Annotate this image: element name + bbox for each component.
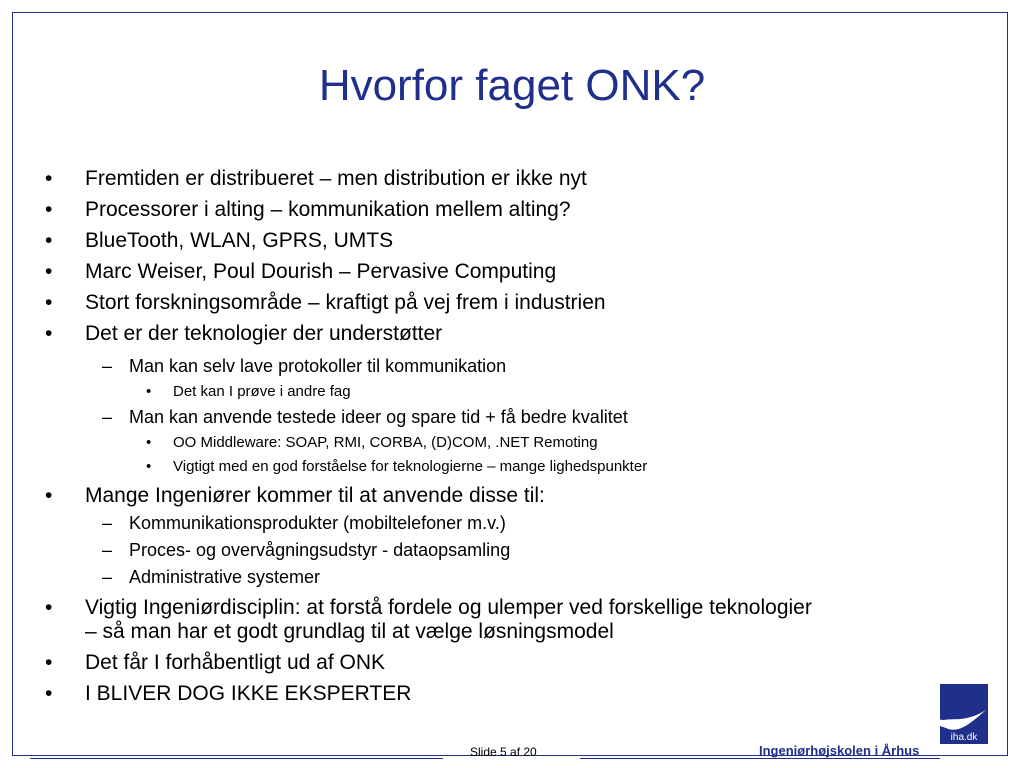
bullet-marker: • [45, 596, 53, 619]
bullet-text: Administrative systemer [129, 567, 321, 587]
bullet-text: Det får I forhåbentligt ud af ONK [85, 651, 385, 674]
footer-rule-right [580, 758, 940, 759]
bullet-marker: • [45, 229, 53, 252]
school-name: Ingeniørhøjskolen i Århus [759, 743, 920, 758]
bullet-text: Vigtigt med en god forståelse for teknologierne – mange lighedspunkter [173, 458, 648, 475]
bullet-text: Vigtig Ingeniørdisciplin: at forstå fordele og ulemper ved forskellige teknologier [85, 596, 812, 619]
bullet-text: Kommunikationsprodukter (mobiltelefoner m.v.) [129, 513, 506, 533]
bullet-text: Mange Ingeniører kommer til at anvende disse til: [85, 484, 545, 507]
dash-marker: – [102, 540, 113, 560]
bullet-continuation: – så man har et godt grundlag til at vælge løsningsmodel [85, 620, 614, 643]
bullet-marker: • [45, 682, 53, 705]
bullet-marker: • [45, 167, 53, 190]
dash-marker: – [102, 356, 113, 376]
bullet-marker: • [45, 198, 53, 221]
bullet-text: OO Middleware: SOAP, RMI, CORBA, (D)COM, .NET Remoting [173, 434, 598, 451]
slide-number: Slide 5 af 20 [470, 745, 537, 759]
dash-marker: – [102, 407, 113, 427]
slide-title: Hvorfor faget ONK? [318, 61, 706, 110]
bullet-text: Marc Weiser, Poul Dourish – Pervasive Computing [85, 260, 557, 283]
bullet-marker: • [45, 260, 53, 283]
bullet-text: BlueTooth, WLAN, GPRS, UMTS [85, 229, 394, 252]
bullet-text: Processorer i alting – kommunikation mellem alting? [85, 198, 571, 221]
bullet-marker: • [45, 484, 53, 507]
bullet-marker: • [146, 458, 152, 475]
bullet-text: Stort forskningsområde – kraftigt på vej frem i industrien [85, 291, 606, 314]
bullet-marker: • [45, 651, 53, 674]
footer-rule-left [30, 758, 443, 759]
bullet-text: I BLIVER DOG IKKE EKSPERTER [85, 682, 412, 705]
bullet-text: Fremtiden er distribueret – men distribution er ikke nyt [85, 167, 587, 190]
bullet-text: Det er der teknologier der understøtter [85, 322, 443, 345]
bullet-text: Det kan I prøve i andre fag [173, 383, 351, 400]
iha-logo-icon [940, 684, 988, 744]
bullet-marker: • [146, 434, 152, 451]
bullet-marker: • [146, 383, 152, 400]
bullet-marker: • [45, 291, 53, 314]
bullet-marker: • [45, 322, 53, 345]
bullet-text: Proces- og overvågningsudstyr - dataopsamling [129, 540, 511, 560]
dash-marker: – [102, 567, 113, 587]
dash-marker: – [102, 513, 113, 533]
logo-text: iha.dk [950, 732, 978, 743]
bullet-text: Man kan anvende testede ideer og spare tid + få bedre kvalitet [129, 407, 628, 427]
bullet-text: Man kan selv lave protokoller til kommunikation [129, 356, 507, 376]
